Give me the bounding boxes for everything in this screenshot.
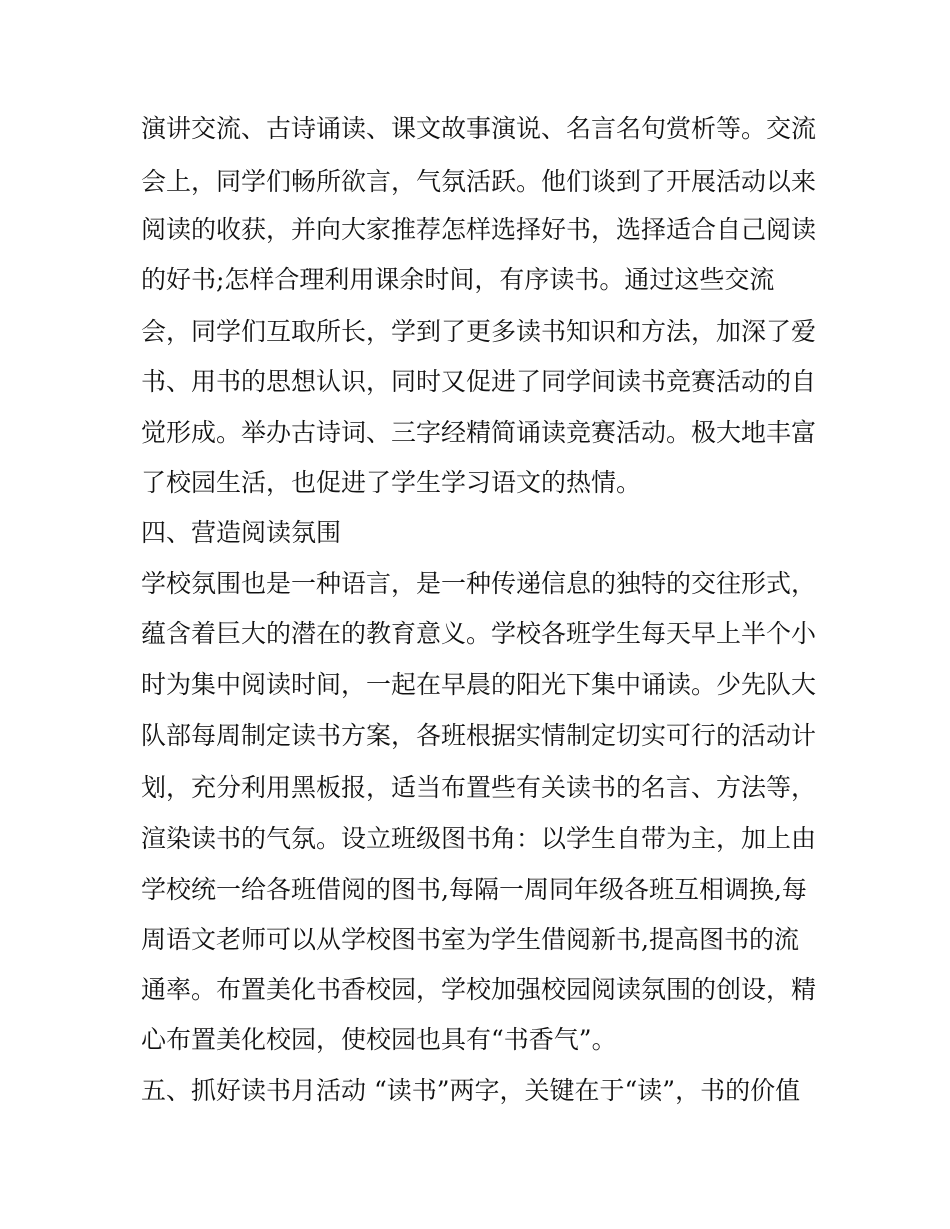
text-line: 划，充分利用黑板报，适当布置些有关读书的名言、方法等， [141,773,817,802]
text-line: 书、用书的思想认识，同时又促进了同学间读书竞赛活动的自 [141,367,817,396]
text-line: 觉形成。举办古诗词、三字经精简诵读竞赛活动。极大地丰富 [141,418,817,447]
text-line: 学校统一给各班借阅的图书,每隔一周同年级各班互相调换,每 [141,875,807,904]
text-line: 了校园生活，也促进了学生学习语文的热情。 [141,468,642,497]
section-heading: 四、营造阅读氛围 [141,518,342,547]
text-line: 会上，同学们畅所欲言，气氛活跃。他们谈到了开展活动以来 [141,167,817,196]
text-line: 阅读的收获，并向大家推荐怎样选择好书，选择适合自己阅读 [141,215,817,244]
text-line: 演讲交流、古诗诵读、课文故事演说、名言名句赏析等。交流 [141,114,817,143]
text-line: 心布置美化校园，使校园也具有“书香气”。 [141,1025,617,1054]
text-line: 通率。布置美化书香校园，学校加强校园阅读氛围的创设，精 [141,975,817,1004]
text-line: 渲染读书的气氛。设立班级图书角：以学生自带为主，加上由 [141,824,817,853]
text-line: 时为集中阅读时间，一起在早晨的阳光下集中诵读。少先队大 [141,670,817,699]
text-line: 的好书;怎样合理利用课余时间，有序读书。通过这些交流 [141,265,775,294]
section-heading: 五、抓好读书月活动 “读书”两字，关键在于“读”，书的价值 [141,1076,801,1105]
text-line: 队部每周制定读书方案，各班根据实情制定切实可行的活动计 [141,721,817,750]
text-line: 周语文老师可以从学校图书室为学生借阅新书,提高图书的流 [141,925,799,954]
text-line: 蕴含着巨大的潜在的教育意义。学校各班学生每天早上半个小 [141,619,817,648]
text-line: 会，同学们互取所长，学到了更多读书知识和方法，加深了爱 [141,317,817,346]
text-line: 学校氛围也是一种语言，是一种传递信息的独特的交往形式， [141,569,817,598]
